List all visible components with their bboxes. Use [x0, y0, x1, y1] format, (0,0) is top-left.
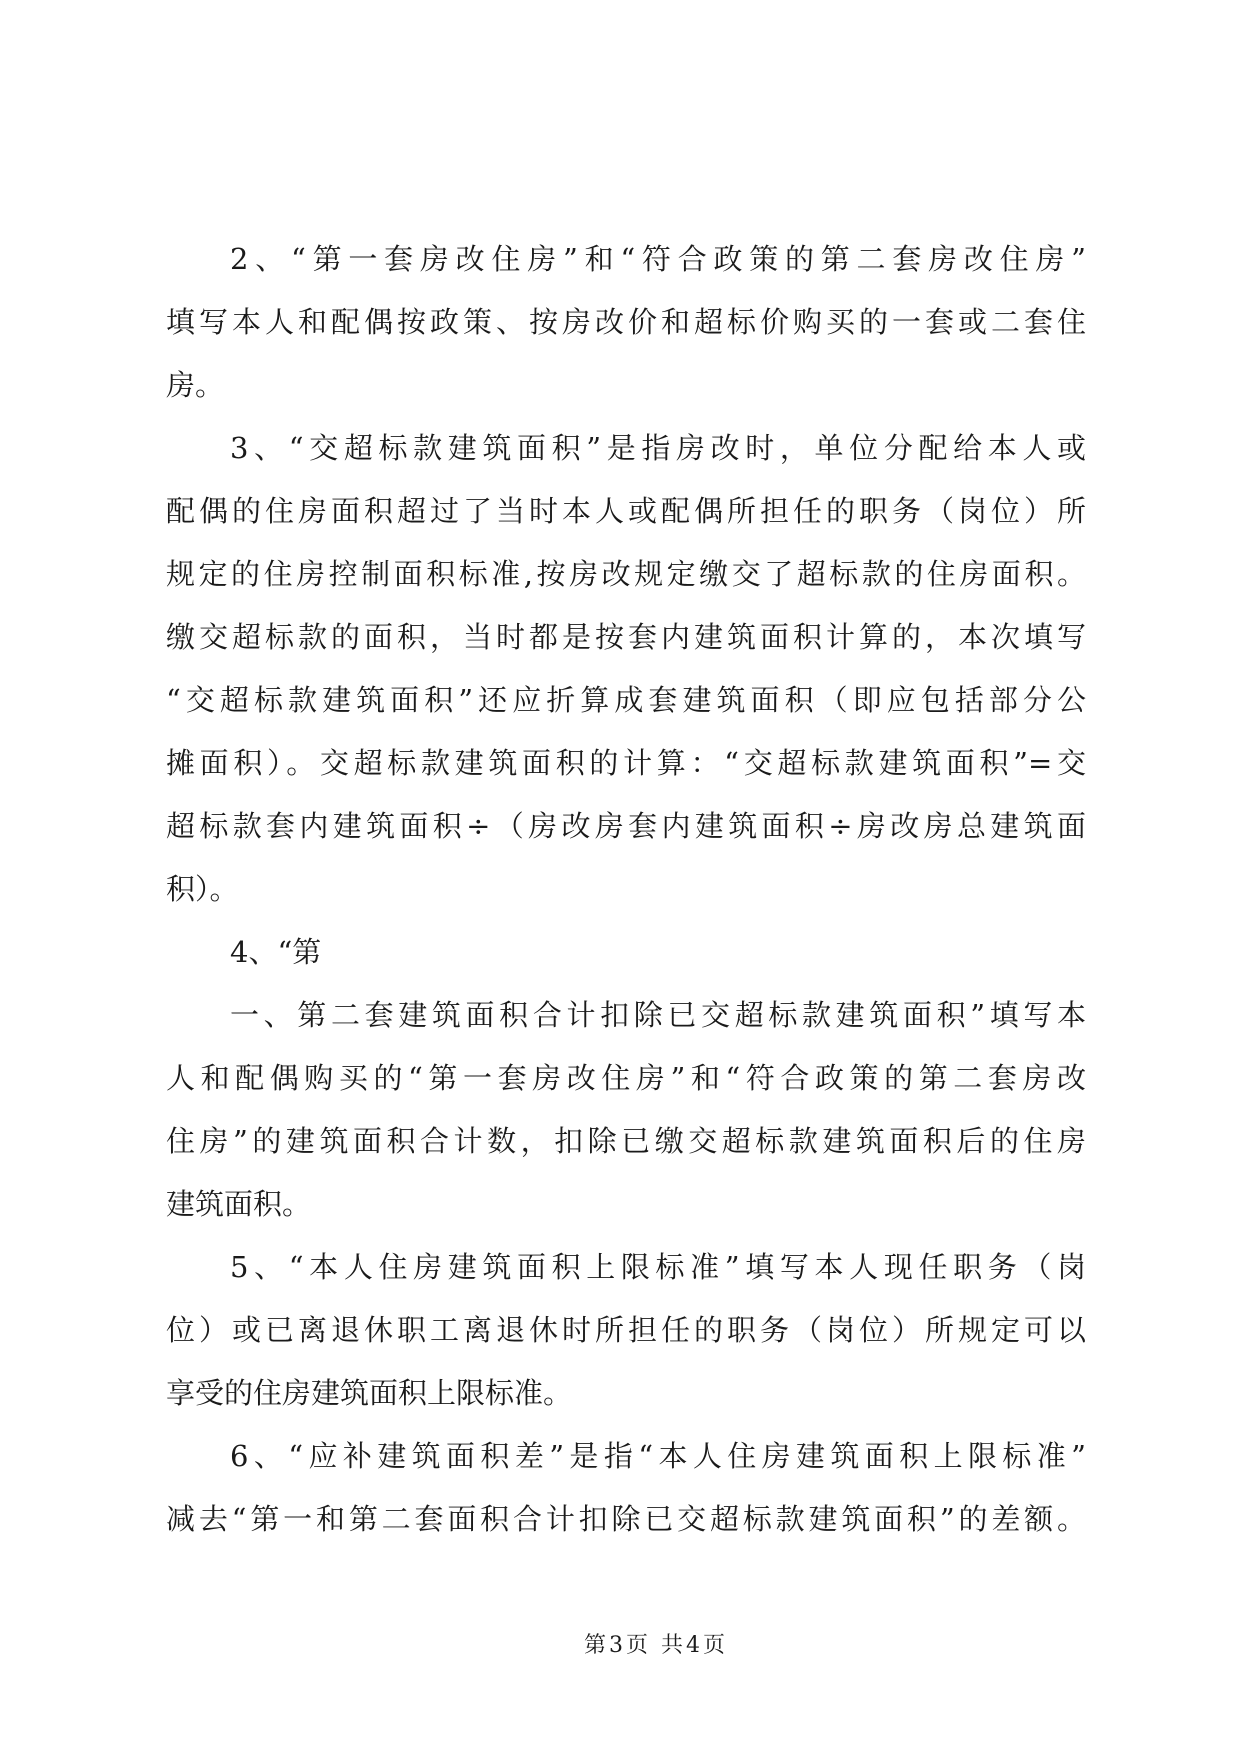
paragraph-line: 2、“第一套房改住房”和“符合政策的第二套房改住房” [230, 242, 1086, 276]
paragraph-line: 配偶的住房面积超过了当时本人或配偶所担任的职务（岗位）所 [166, 494, 1086, 528]
paragraph-item-3 [166, 417, 1086, 921]
paragraph-line: “交超标款建筑面积”还应折算成套建筑面积（即应包括部分公 [166, 683, 1086, 717]
paragraph-line: 房。 [166, 368, 225, 402]
paragraph-item-2 [166, 228, 1086, 417]
page-number-footer: 第3页 共4页 [584, 1633, 728, 1658]
paragraph-line: 填写本人和配偶按政策、按房改价和超标价购买的一套或二套住 [166, 305, 1086, 339]
paragraph-line: 摊面积）。交超标款建筑面积的计算：“交超标款建筑面积”=交 [166, 746, 1086, 780]
paragraph-line: 5、“本人住房建筑面积上限标准”填写本人现任职务（岗 [230, 1250, 1086, 1284]
paragraph-continuation [166, 984, 1086, 1236]
paragraph-line: 人和配偶购买的“第一套房改住房”和“符合政策的第二套房改 [166, 1061, 1086, 1095]
paragraph-line: 住房”的建筑面积合计数，扣除已缴交超标款建筑面积后的住房 [166, 1124, 1086, 1158]
paragraph-line: 规定的住房控制面积标准,按房改规定缴交了超标款的住房面积。 [166, 557, 1086, 591]
document-body [166, 228, 1086, 1551]
paragraph-line: 建筑面积。 [166, 1187, 312, 1221]
paragraph-line: 3、“交超标款建筑面积”是指房改时，单位分配给本人或 [230, 431, 1086, 465]
paragraph-item-4 [166, 921, 1086, 984]
paragraph-line: 积）。 [166, 872, 239, 906]
paragraph-line: 一、第二套建筑面积合计扣除已交超标款建筑面积”填写本 [230, 998, 1086, 1032]
paragraph-line: 缴交超标款的面积，当时都是按套内建筑面积计算的，本次填写 [166, 620, 1086, 654]
paragraph-item-5 [166, 1236, 1086, 1425]
paragraph-line: 享受的住房建筑面积上限标准。 [166, 1376, 573, 1410]
paragraph-line: 4、“第 [230, 935, 322, 969]
paragraph-line: 超标款套内建筑面积÷（房改房套内建筑面积÷房改房总建筑面 [166, 809, 1086, 843]
paragraph-line: 6、“应补建筑面积差”是指“本人住房建筑面积上限标准” [230, 1439, 1086, 1473]
paragraph-line: 位）或已离退休职工离退休时所担任的职务（岗位）所规定可以 [166, 1313, 1086, 1347]
paragraph-item-6 [166, 1425, 1086, 1551]
paragraph-line: 减去“第一和第二套面积合计扣除已交超标款建筑面积”的差额。 [166, 1502, 1086, 1536]
